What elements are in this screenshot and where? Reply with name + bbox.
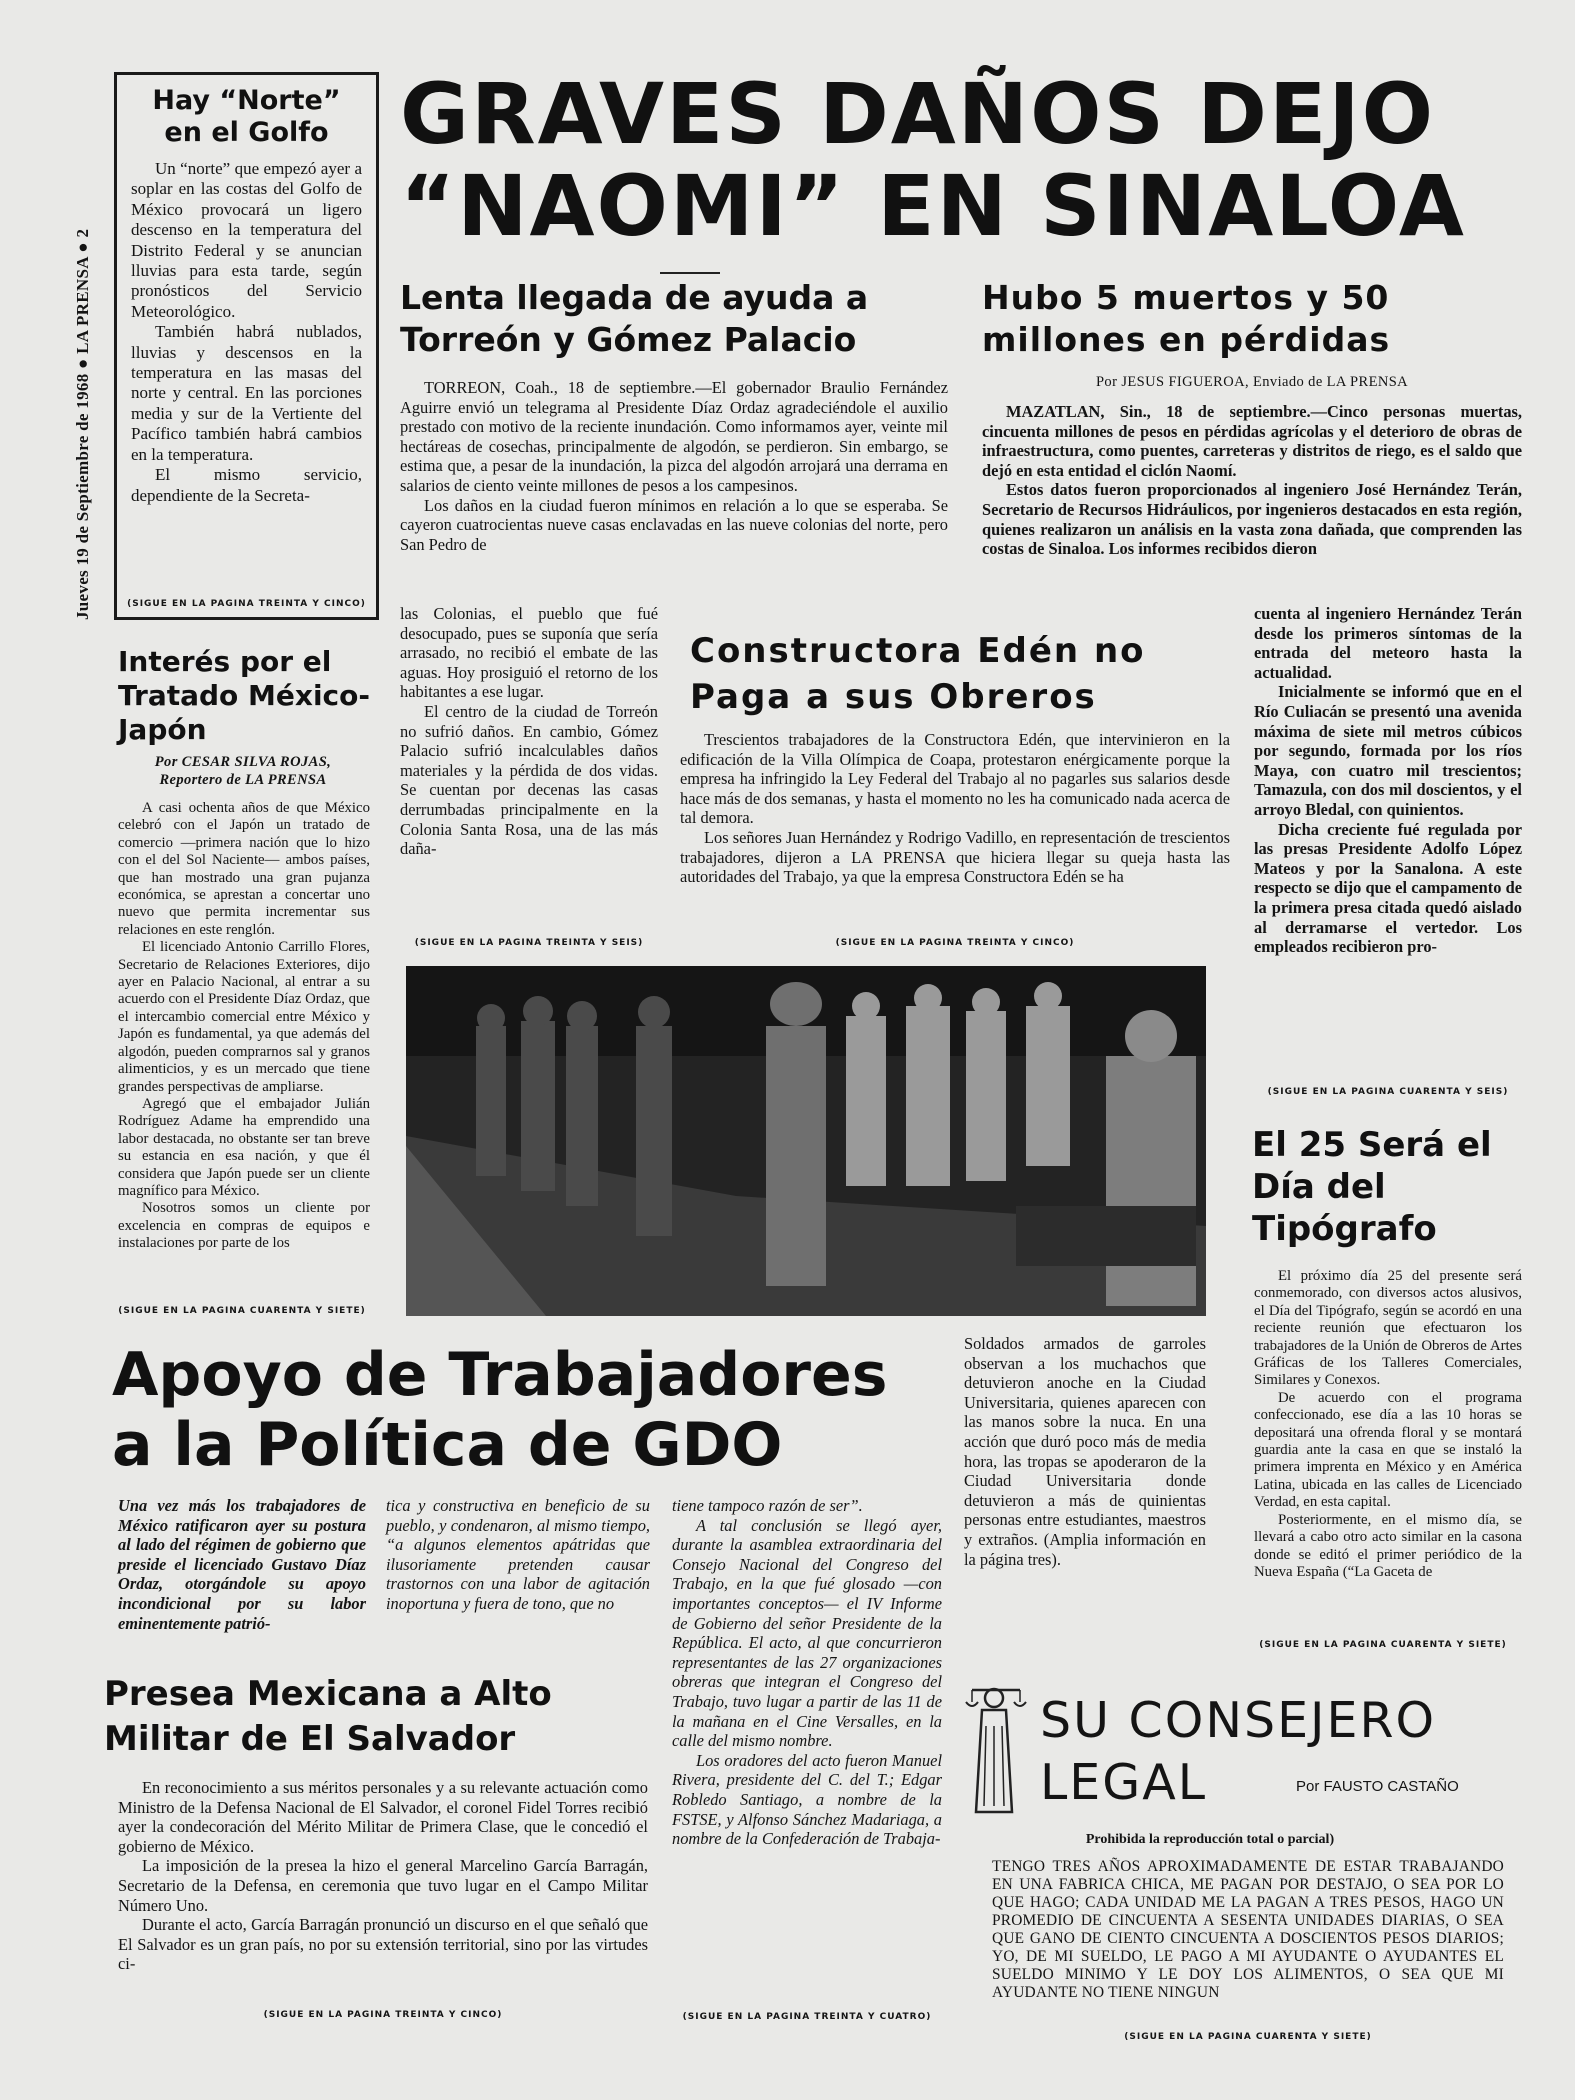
consejero-notice: Prohibida la reproducción total o parcial) <box>1085 1832 1335 1847</box>
presea-p3: Durante el acto, García Barragán pronunció un discurso en el que señaló que El Salvador es un gran país, no por su extensión territorial, sino por las virtudes ci- <box>118 1915 648 1974</box>
japon-p1: A casi ochenta años de que México celebró con el Japón un tratado de comercio —primera nación que lo hizo con el del Sol Naciente— ambos países, que han mostrado una gran pujanza económica, se aprestan a concertar uno nuevo que permita incrementar sus relaciones en este renglón. <box>118 800 370 938</box>
apoyo-col-1: Una vez más los trabajadores de México ratificaron ayer su postura al lado del régimen de gobierno que preside el licenciado Gustavo Díaz Ordaz, otorgándole su apoyo incondicional por su labor eminentemente patrió- <box>118 1496 366 1633</box>
eden-p1: Trescientos trabajadores de la Constructora Edén, que intervinieron en la edificación de la Villa Olímpica de Coapa, protestaron enérgicamente porque la empresa ha infringido la Ley Federal del Trabajo al no pagarles sus salarios desde hace más de dos semanas, y hasta el momento no les ha comunicado nada acerca de tal demora. <box>680 730 1230 828</box>
sinaloa-p2: Estos datos fueron proporcionados al ingeniero José Hernández Terán, Secretario de Recursos Hidráulicos, por ingenieros destacados en esta región, quienes realizaron un análisis en la vasta zona dañada, que comprenden las costas de Sinaloa. Los informes recibidos dieron <box>982 480 1522 559</box>
soldiers-photo-image <box>406 966 1206 1316</box>
folio-line: Jueves 19 de Septiembre de 1968 ● LA PRENSA ● 2 <box>73 228 92 620</box>
torreon-p3: las Colonias, el pueblo que fué desocupado, pues se suponía que sería arrasado, no recibió el embate de las aguas. Hoy prosiguió el retorno de los habitantes a ese lugar. <box>400 604 658 702</box>
tipografo-p1: El próximo día 25 del presente será conmemorado, con diversos actos alusivos, el Día del Tipógrafo, según se acordó en una reciente reunión que efectuaron los trabajadores de la Unión de Obreros de Artes Gráficas de los Talleres Comerciales, Similares y Conexos. <box>1254 1268 1522 1389</box>
torreon-body-narrow <box>400 604 658 859</box>
japon-p4: Nosotros somos un cliente por excelencia en compras de equipos e instalaciones por parte de los <box>118 1200 370 1252</box>
sinaloa-p5: Dicha creciente fué regulada por las presas Presidente Adolfo López Mateos y por la Sanalona. A este respecto se dijo que el campamento de la primera presa citada quedó aislado al derramarse el vertedor. Los empleados recibieron pro- <box>1254 819 1522 957</box>
norte-body <box>131 159 362 506</box>
presea-p2: La imposición de la presea la hizo el general Marcelino García Barragán, Secretario de la Defensa, en ceremonia que tuvo lugar en el Campo Militar Número Uno. <box>118 1856 648 1915</box>
sinaloa-p1: MAZATLAN, Sin., 18 de septiembre.—Cinco personas muertas, cincuenta millones de pesos en pérdidas agrícolas y el deterioro de obras de infraestructura, como puentes, carreteras y distritos de riego, es el saldo que dejó en esta entidad el ciclón Naomí. <box>982 402 1522 480</box>
norte-box <box>114 72 379 620</box>
apoyo-col-3 <box>672 1496 942 1849</box>
sinaloa-byline: Por JESUS FIGUEROA, Enviado de LA PRENSA <box>1095 374 1409 390</box>
main-headline: GRAVES DAÑOS DEJO “NAOMI” EN SINALOA <box>400 65 1466 255</box>
consejero-title-2: LEGAL <box>1040 1754 1208 1811</box>
torreon-p2: Los daños en la ciudad fueron mínimos en relación a lo que se esperaba. Se cayeron cuatrocientas nueve casas enclavadas en las nueve colonias del norte, pero San Pedro de <box>400 495 948 554</box>
consejero-title-1: SU CONSEJERO <box>1040 1692 1437 1749</box>
consejero-jump: (SIGUE EN LA PAGINA CUARENTA Y SIETE) <box>1124 2032 1372 2042</box>
tipografo-headline: El 25 Será el Día del Tipógrafo <box>1252 1125 1492 1249</box>
tipografo-p3: Posteriormente, en el mismo día, se llevará a cabo otro acto similar en la casona donde se editó el primer periódico de la Nueva España (“La Gaceta de <box>1254 1511 1522 1580</box>
norte-p3: El mismo servicio, dependiente de la Secreta- <box>131 465 362 505</box>
headline-rule <box>660 272 720 274</box>
sinaloa-p4: Inicialmente se informó que en el Río Culiacán se presentó una avenida máxima de siete mil metros cúbicos por segundo, formada por los ríos Maya, con cuatro mil trescientos; Tamazula, con dos mil doscientos, y el arroyo Bledal, con quinientos. <box>1254 682 1522 819</box>
presea-jump: (SIGUE EN LA PAGINA TREINTA Y CINCO) <box>263 2010 503 2020</box>
sinaloa-p3: cuenta al ingeniero Hernández Terán desde los primeros síntomas de la entrada del meteoro hasta la actualidad. <box>1254 604 1522 682</box>
tipografo-jump: (SIGUE EN LA PAGINA CUARENTA Y SIETE) <box>1259 1640 1507 1650</box>
japon-headline: Interés por el Tratado México-Japón <box>118 645 370 746</box>
torreon-jump: (SIGUE EN LA PAGINA TREINTA Y SEIS) <box>414 938 644 948</box>
apoyo-c3-p1: tiene tampoco razón de ser”. <box>672 1496 863 1515</box>
eden-jump: (SIGUE EN LA PAGINA TREINTA Y CINCO) <box>835 938 1075 948</box>
apoyo-jump: (SIGUE EN LA PAGINA TREINTA Y CUATRO) <box>682 2012 932 2022</box>
news-photo <box>406 966 1206 1316</box>
japon-p3: Agregó que el embajador Julián Rodríguez Adame ha emprendido una labor destacada, no obstante ser tan breve su estancia en esa nación, y que él considera que Japón puede ser un cliente magnífico para México. <box>118 1095 370 1199</box>
consejero-body: TENGO TRES AÑOS APROXIMADAMENTE DE ESTAR TRABAJANDO EN UNA FABRICA CHICA, ME PAGAN POR DESTAJO, O SEA POR LO QUE HAGO; CADA UNIDAD ME LA PAGAN A TRES PESOS, HAGO UN PROMEDIO DE CINCUENTA A SESENTA UNIDADES DIARIAS, O SEA QUE GANO DE CIENTO CINCUENTA A DOSCIENTOS PESOS DIARIOS; YO, DE MI SUELDO, LE PAGO A MI AYUDANTE O AYUDANTES EL SUELDO MINIMO Y LE DOY LOS ALIMENTOS, O SEA QUE MI AYUDANTE NO TIENE NINGUN <box>992 1858 1504 2001</box>
japon-p2: El licenciado Antonio Carrillo Flores, Secretario de Relaciones Exteriores, dijo ayer en Palacio Nacional, al entrar a su acuerdo con el Presidente Díaz Ordaz, que el intercambio comercial entre México y Japón es fundamental, ya que además del algodón, pueden comprarnos sal y granos alimenticios, y es un mercado que tiene grandes perspectivas de ampliarse. <box>118 939 370 1095</box>
justice-figure-icon <box>964 1676 1030 1816</box>
torreon-p1: TORREON, Coah., 18 de septiembre.—El gobernador Braulio Fernández Aguirre envió un telegrama al Presidente Díaz Ordaz agradeciéndole el auxilio prestado con motivo de la reciente inundación. Como informamos ayer, veinte mil hectáreas de cosechas, principalmente de algodón, se perdieron. Sin embargo, se estima que, a pesar de la inundación, la pizca del algodón arrojará una derrama en salarios de ciento veinte millones de pesos a los campesinos. <box>400 378 948 495</box>
norte-p1: Un “norte” que empezó ayer a soplar en las costas del Golfo de México provocará un ligero descenso en la temperatura del Distrito Federal y se anuncian lluvias para esta tarde, según pronósticos del Servicio Meteorológico. <box>131 159 362 321</box>
presea-headline: Presea Mexicana a Alto Militar de El Salvador <box>104 1674 552 1759</box>
sinaloa-headline: Hubo 5 muertos y 50 millones en pérdidas <box>982 278 1391 359</box>
apoyo-c3-p2: A tal conclusión se llegó ayer, durante la asamblea extraordinaria del Consejo Nacional del Congreso del Trabajo, en la que fué glosado —con importantes conceptos— el IV Informe de Gobierno del señor Presidente de la República. El acto, al que concurrieron representantes de las 27 organizaciones obreras que integran el Congreso del Trabajo, tuvo lugar a partir de las 11 de la mañana en el Cine Versalles, en la calle del mismo nombre. <box>672 1515 942 1751</box>
sinaloa-jump: (SIGUE EN LA PAGINA CUARENTA Y SEIS) <box>1267 1087 1509 1097</box>
torreon-p4: El centro de la ciudad de Torreón no sufrió daños. En cambio, Gómez Palacio sufrió incalculables daños materiales y la pérdida de dos vidas. Se cuentan por decenas las casas derrumbadas principalmente en la Colonia Santa Rosa, una de las más daña- <box>400 701 658 859</box>
apoyo-c3-p3: Los oradores del acto fueron Manuel Rivera, presidente del C. del T.; Edgar Robledo Santiago, a nombre de la FSTSE, y Alfonso Sánchez Madariaga, a nombre de la Confederación de Trabaja- <box>672 1750 942 1849</box>
torreon-body-top <box>400 378 948 554</box>
photo-caption: Soldados armados de garroles observan a los muchachos que detuvieron anoche en la Ciudad Universitaria, quienes aparecen con las manos sobre la nuca. En una acción que duró poco más de media hora, las tropas se apoderaron de la Ciudad Universitaria donde detuvieron a más de quinientas personas entre estudiantes, maestros y extraños. (Amplia información en la página tres). <box>964 1334 1206 1569</box>
japon-body <box>118 800 370 1253</box>
norte-headline: Hay “Norte” en el Golfo <box>152 85 341 148</box>
tipografo-body <box>1254 1268 1522 1581</box>
sinaloa-body-top <box>982 402 1522 559</box>
norte-jump: (SIGUE EN LA PAGINA TREINTA Y CINCO) <box>127 599 366 609</box>
presea-p1: En reconocimiento a sus méritos personales y a su relevante actuación como Ministro de la Defensa Nacional de El Salvador, el coronel Fidel Torres recibió ayer la condecoración del Mérito Militar de Primera Clase, que le concedió el gobierno de México. <box>118 1778 648 1856</box>
norte-p2: También habrá nublados, lluvias y descensos en la temperatura en las masas del norte y central. En las porciones media y sur de la Vertiente del Pacífico también habrá cambios en la temperatura. <box>131 322 362 464</box>
presea-body <box>118 1778 648 1974</box>
japon-byline-1: Por CESAR SILVA ROJAS, <box>154 754 332 770</box>
eden-headline: Constructora Edén no Paga a sus Obreros <box>690 631 1146 717</box>
torreon-headline: Lenta llegada de ayuda a Torreón y Gómez Palacio <box>400 278 869 359</box>
sinaloa-body-narrow <box>1254 604 1522 957</box>
margin-line-wrap <box>70 100 96 620</box>
japon-jump: (SIGUE EN LA PAGINA CUARENTA Y SIETE) <box>118 1306 366 1316</box>
eden-body <box>680 730 1230 887</box>
consejero-byline: Por FAUSTO CASTAÑO <box>1296 1778 1459 1795</box>
tipografo-p2: De acuerdo con el programa confeccionado, ese día a las 10 horas se depositará una ofrenda floral y se montará guardia ante la casa en que se instaló la primera imprenta en México y en América Latina, ubicada en las calles de Licenciado Verdad, en esta capital. <box>1254 1389 1522 1511</box>
apoyo-headline: Apoyo de Trabajadores a la Política de GDO <box>112 1340 888 1480</box>
apoyo-col-2: tica y constructiva en beneficio de su pueblo, y condenaron, al mismo tiempo, “a algunos elementos apátridas que ilusoriamente pretenden causar trastornos con una labor de agitación inoportuna y fuera de tono, que no <box>386 1496 650 1613</box>
eden-p2: Los señores Juan Hernández y Rodrigo Vadillo, en representación de trescientos trabajadores, dijeron a LA PRENSA que hiciera llegar su queja hasta las autoridades del Trabajo, ya que la empresa Constructora Edén se ha <box>680 827 1230 887</box>
japon-byline-2: Reportero de LA PRENSA <box>159 772 327 788</box>
